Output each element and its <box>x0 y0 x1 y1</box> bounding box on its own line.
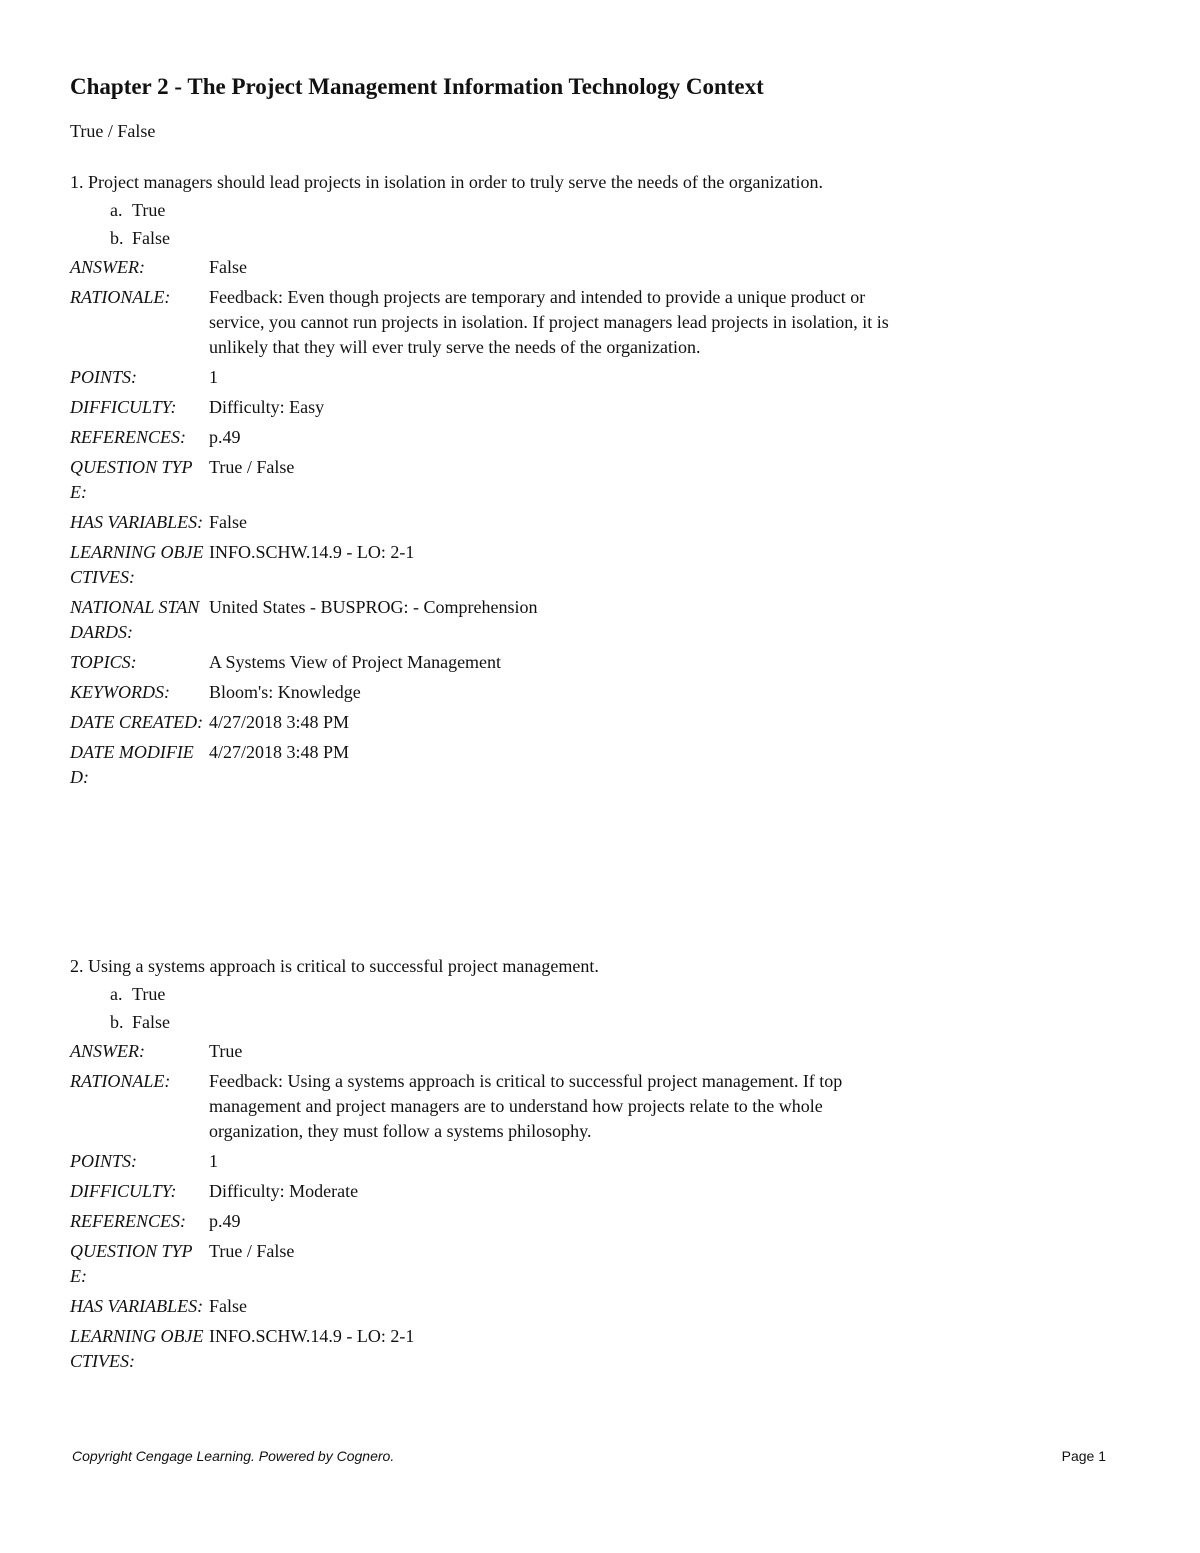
question-2 <box>70 953 1130 1379</box>
question-1 <box>70 169 1130 795</box>
meta-key: HAS VARIABLES: <box>70 512 204 532</box>
meta-key: DATE MODIFIED: <box>70 742 194 787</box>
option-letter: a. <box>110 984 123 1004</box>
meta-references <box>70 1209 1130 1234</box>
meta-key: DIFFICULTY: <box>70 397 177 417</box>
meta-key: QUESTION TYPE: <box>70 1241 193 1286</box>
answer-options <box>110 198 1130 251</box>
meta-key: POINTS: <box>70 367 137 387</box>
meta-value: Feedback: Using a systems approach is critical to successful project management. If top management and project managers are to understand how projects relate to the whole organization, they must follow a systems philosophy. <box>209 1071 843 1141</box>
meta-value: INFO.SCHW.14.9 - LO: 2-1 <box>209 1326 415 1346</box>
meta-key: LEARNING OBJECTIVES: <box>70 1326 204 1371</box>
meta-references <box>70 425 1130 450</box>
meta-key: ANSWER: <box>70 257 145 277</box>
meta-key: RATIONALE: <box>70 1071 171 1091</box>
meta-value: True / False <box>209 457 295 477</box>
meta-key: DATE CREATED: <box>70 712 204 732</box>
question-text: 2. Using a systems approach is critical to successful project management. <box>70 956 599 976</box>
option-letter: b. <box>110 1012 124 1032</box>
meta-key: QUESTION TYPE: <box>70 457 193 502</box>
meta-value: 1 <box>209 1151 218 1171</box>
meta-key: HAS VARIABLES: <box>70 1296 204 1316</box>
meta-learning-objectives <box>70 540 1130 590</box>
meta-value: Difficulty: Easy <box>209 397 325 417</box>
meta-keywords <box>70 680 1130 705</box>
option-text: False <box>132 228 170 248</box>
meta-rationale <box>70 285 1130 360</box>
meta-value: Feedback: Even though projects are temporary and intended to provide a unique product or service, you cannot run projects in isolation. If project managers lead projects in isolation, it is unlikely that they will ever truly serve the needs of the organization. <box>209 287 889 357</box>
meta-answer <box>70 1039 1130 1064</box>
option-b <box>110 1010 1130 1035</box>
meta-topics <box>70 650 1130 675</box>
meta-learning-objectives <box>70 1324 1130 1374</box>
meta-key: TOPICS: <box>70 652 137 672</box>
meta-value: False <box>209 1296 247 1316</box>
meta-difficulty <box>70 395 1130 420</box>
meta-question-type <box>70 455 1130 505</box>
option-a <box>110 982 1130 1007</box>
option-b <box>110 226 1130 251</box>
answer-options <box>110 982 1130 1035</box>
meta-value: 4/27/2018 3:48 PM <box>209 742 350 762</box>
section-label: True / False <box>70 121 156 141</box>
meta-value: Bloom's: Knowledge <box>209 682 361 702</box>
page-number: Page 1 <box>1061 1448 1106 1464</box>
meta-value: Difficulty: Moderate <box>209 1181 359 1201</box>
meta-key: REFERENCES: <box>70 1211 186 1231</box>
meta-value: 4/27/2018 3:48 PM <box>209 712 350 732</box>
option-text: False <box>132 1012 170 1032</box>
meta-key: REFERENCES: <box>70 427 186 447</box>
meta-date-created <box>70 710 1130 735</box>
question-text: 1. Project managers should lead projects in isolation in order to truly serve the needs of the organization. <box>70 172 823 192</box>
meta-has-variables <box>70 510 1130 535</box>
meta-points <box>70 365 1130 390</box>
chapter-title: Chapter 2 - The Project Management Information Technology Context <box>70 74 764 99</box>
meta-date-modified <box>70 740 1130 790</box>
meta-value: True <box>209 1041 243 1061</box>
meta-value: False <box>209 512 247 532</box>
meta-value: 1 <box>209 367 218 387</box>
option-text: True <box>132 200 166 220</box>
meta-value: United States - BUSPROG: - Comprehension <box>209 597 538 617</box>
meta-value: p.49 <box>209 1211 241 1231</box>
meta-value: INFO.SCHW.14.9 - LO: 2-1 <box>209 542 415 562</box>
meta-question-type <box>70 1239 1130 1289</box>
meta-value: True / False <box>209 1241 295 1261</box>
meta-value: False <box>209 257 247 277</box>
copyright-footer: Copyright Cengage Learning. Powered by Cognero. <box>72 1448 395 1464</box>
meta-key: ANSWER: <box>70 1041 145 1061</box>
question-metadata <box>70 255 1130 790</box>
meta-key: NATIONAL STANDARDS: <box>70 597 200 642</box>
option-letter: a. <box>110 200 123 220</box>
meta-key: KEYWORDS: <box>70 682 170 702</box>
meta-key: POINTS: <box>70 1151 137 1171</box>
question-metadata <box>70 1039 1130 1374</box>
meta-value: A Systems View of Project Management <box>209 652 502 672</box>
meta-value: p.49 <box>209 427 241 447</box>
meta-difficulty <box>70 1179 1130 1204</box>
option-letter: b. <box>110 228 124 248</box>
meta-points <box>70 1149 1130 1174</box>
meta-national-standards <box>70 595 1130 645</box>
meta-answer <box>70 255 1130 280</box>
meta-key: RATIONALE: <box>70 287 171 307</box>
option-text: True <box>132 984 166 1004</box>
meta-has-variables <box>70 1294 1130 1319</box>
option-a <box>110 198 1130 223</box>
meta-rationale <box>70 1069 1130 1144</box>
meta-key: LEARNING OBJECTIVES: <box>70 542 204 587</box>
meta-key: DIFFICULTY: <box>70 1181 177 1201</box>
